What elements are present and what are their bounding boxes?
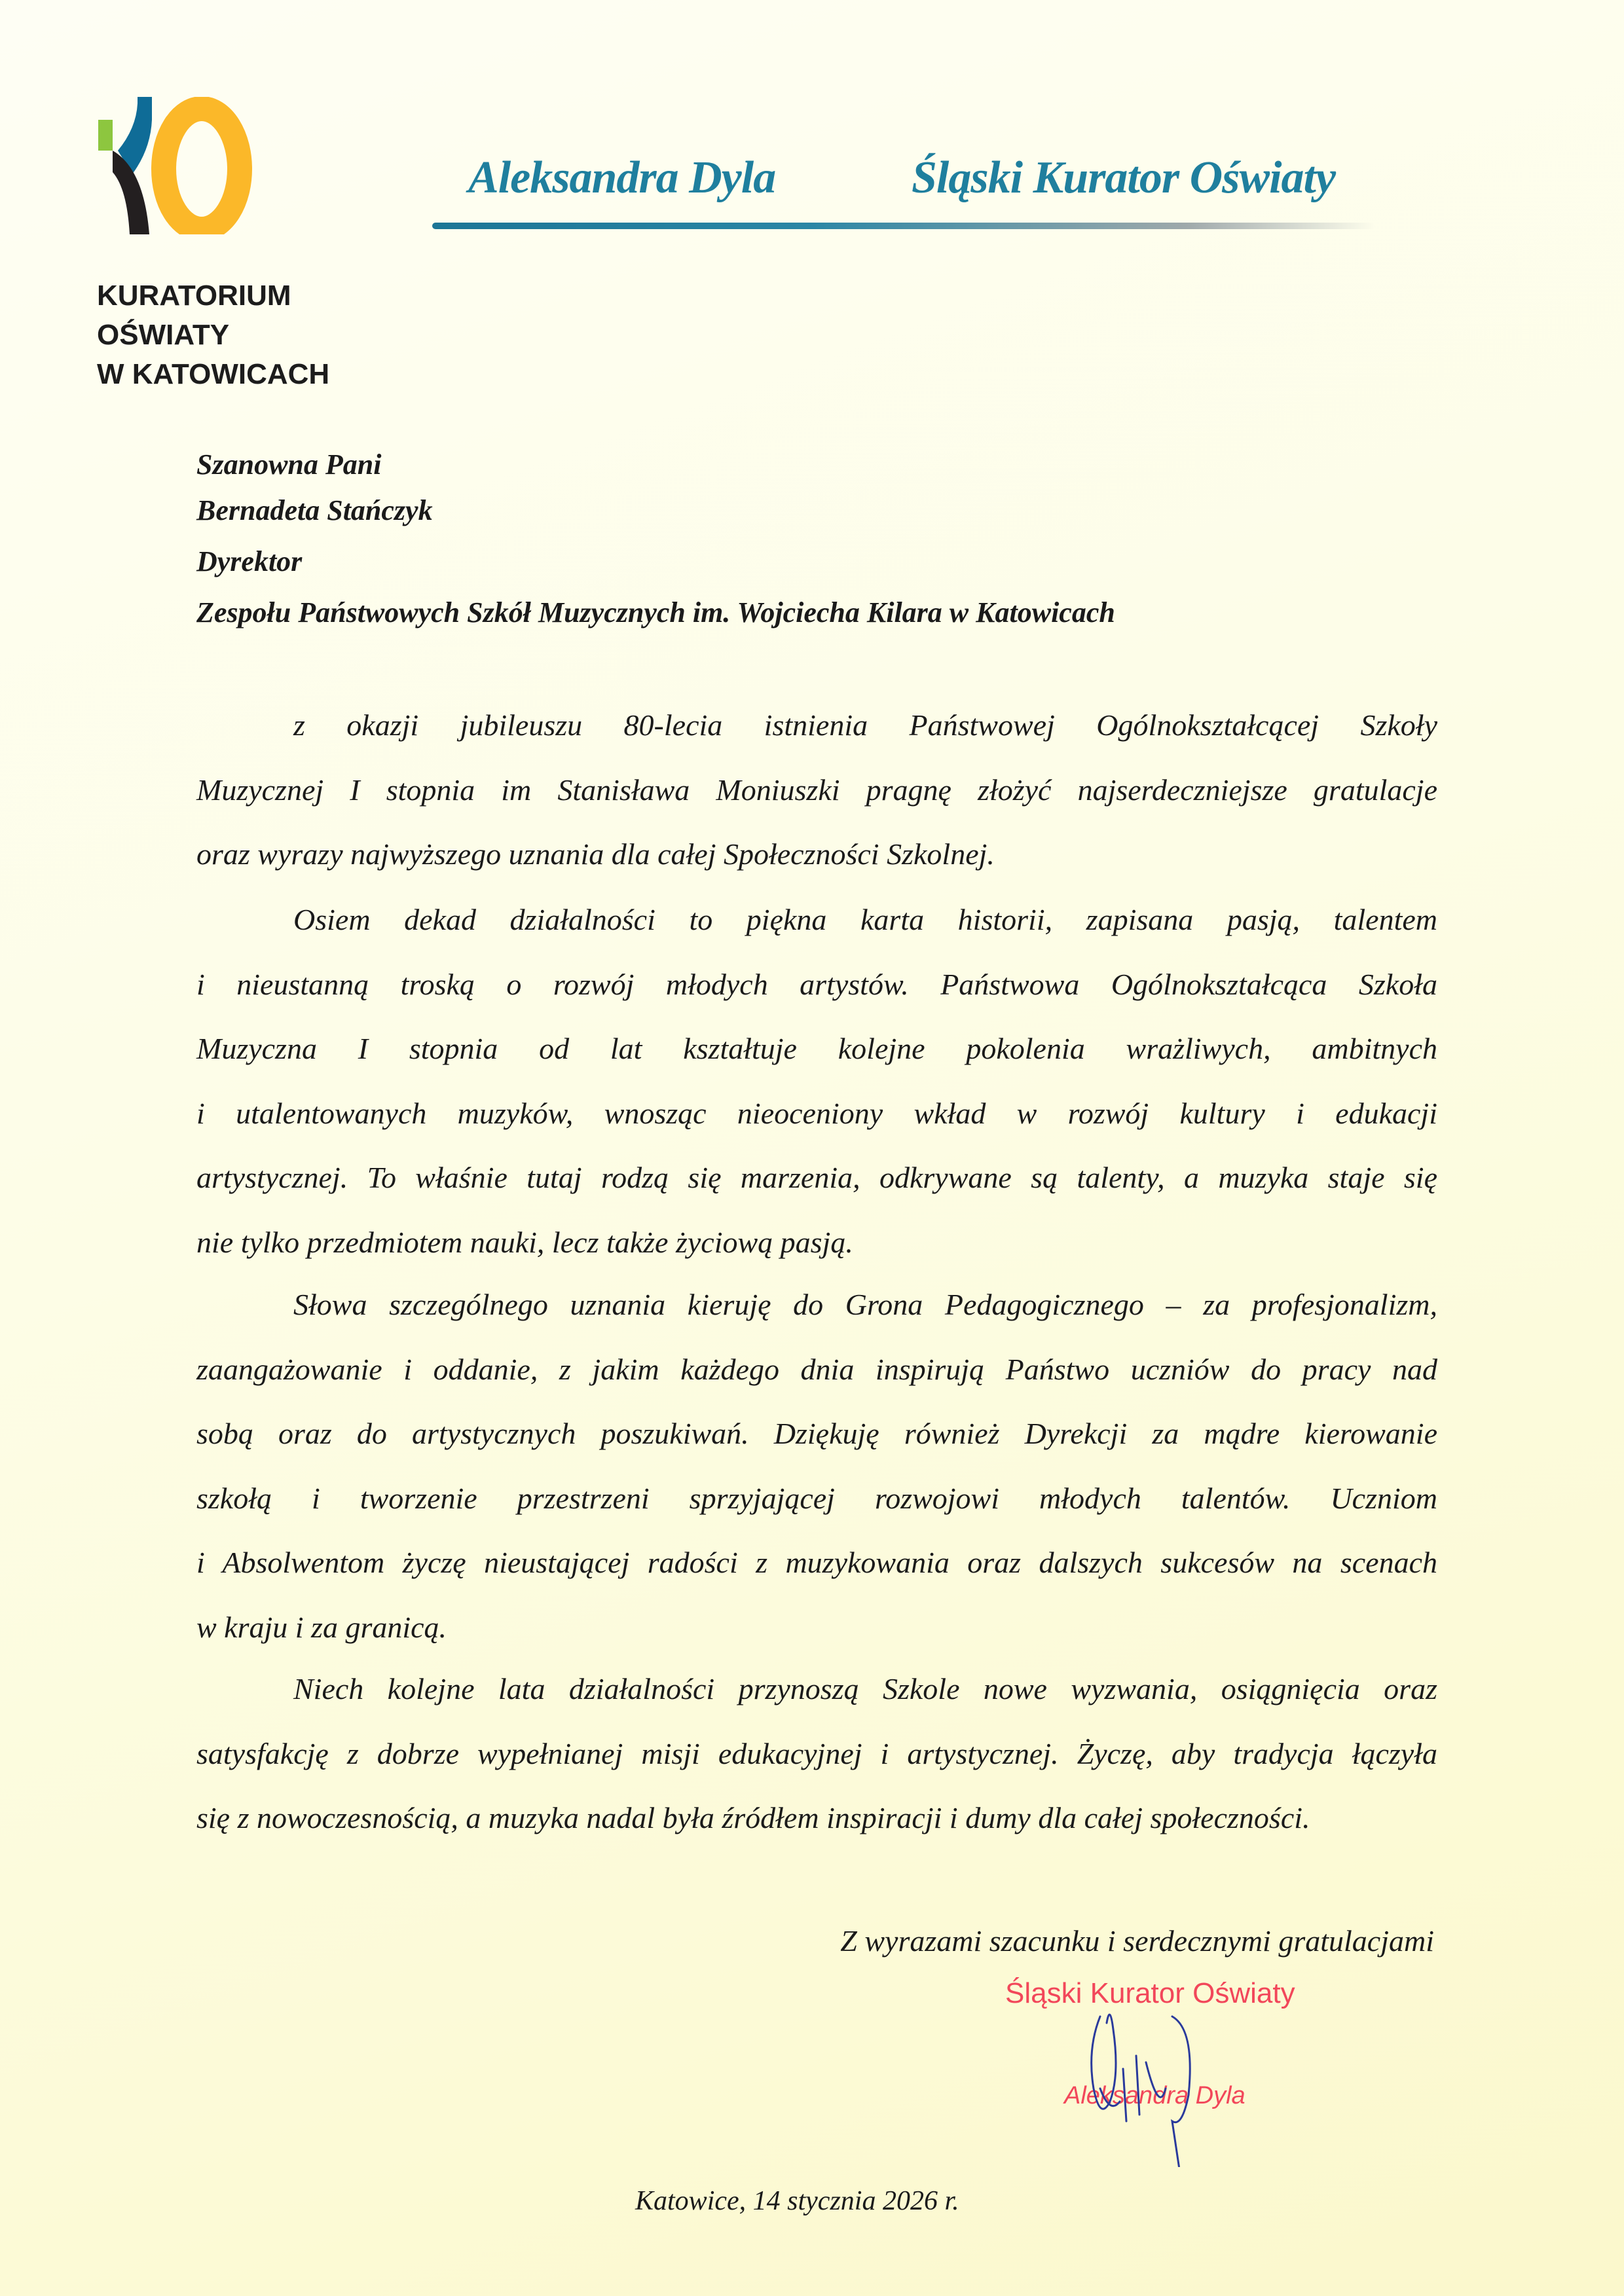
paragraph-line: z okazji jubileuszu 80-lecia istnienia Państwowej Ogólnokształcącej Szkoły (293, 708, 1437, 742)
kuratorium-logo (98, 97, 354, 234)
paragraph-line: Muzycznej I stopnia im Stanisława Moniuszki pragnę złożyć najserdeczniejsze gratulacje (196, 773, 1437, 807)
paragraph-line: oraz wyrazy najwyższego uznania dla całej Społeczności Szkolnej. (196, 837, 995, 871)
recipient-position: Dyrektor (196, 545, 303, 577)
salutation: Szanowna Pani (196, 448, 382, 481)
paragraph-line: w kraju i za granicą. (196, 1610, 447, 1644)
addressee-block (196, 446, 1441, 643)
org-line: OŚWIATY (97, 319, 230, 351)
paragraph-line: sobą oraz do artystycznych poszukiwań. Dziękuję również Dyrekcji za mądre kierowanie (196, 1417, 1437, 1450)
organization-name (97, 276, 329, 394)
closing-phrase: Z wyrazami szacunku i serdecznymi gratulacjami (840, 1924, 1434, 1958)
stamp-title: Śląski Kurator Oświaty (1005, 1977, 1295, 2009)
paragraph-line: Słowa szczególnego uznania kieruję do Grona Pedagogicznego – za profesjonalizm, (293, 1288, 1437, 1321)
handwritten-signature (1074, 1990, 1244, 2167)
paragraph-line: i utalentowanych muzyków, wnosząc nieoceniony wkład w rozwój kultury i edukacji (196, 1096, 1437, 1130)
logo-green-square (98, 120, 113, 151)
paragraph-line: szkołą i tworzenie przestrzeni sprzyjającej rozwojowi młodych talentów. Uczniom (196, 1481, 1437, 1515)
stamp-name: Aleksandra Dyla (1064, 2082, 1246, 2109)
paragraph-line: się z nowoczesnością, a muzyka nadal była źródłem inspiracji i dumy dla całej społeczności. (196, 1801, 1310, 1834)
recipient-institution: Zespołu Państwowych Szkół Muzycznych im. Wojciecha Kilara w Katowicach (196, 596, 1115, 629)
logo-yellow-ring (164, 109, 240, 229)
paragraph-line: nie tylko przedmiotem nauki, lecz także życiową pasją. (196, 1225, 853, 1259)
letter-date: Katowice, 14 stycznia 2026 r. (635, 2186, 959, 2216)
paragraph-line: Osiem dekad działalności to piękna karta historii, zapisana pasją, talentem (293, 903, 1437, 936)
paragraph-line: satysfakcję z dobrze wypełnianej misji edukacyjnej i artystycznej. Życzę, aby tradycja łączyła (196, 1736, 1437, 1770)
letterhead-title: Śląski Kurator Oświaty (912, 153, 1336, 203)
paragraph-line: i nieustanną troską o rozwój młodych artystów. Państwowa Ogólnokształcąca Szkoła (196, 967, 1437, 1001)
paragraph-line: i Absolwentom życzę nieustającej radości z muzykowania oraz dalszych sukcesów na scenach (196, 1546, 1437, 1579)
paragraph-line: Niech kolejne lata działalności przynoszą Szkole nowe wyzwania, osiągnięcia oraz (293, 1672, 1437, 1705)
recipient-name: Bernadeta Stańczyk (196, 494, 433, 526)
paragraph-line: Muzyczna I stopnia od lat kształtuje kolejne pokolenia wrażliwych, ambitnych (196, 1032, 1437, 1065)
letterhead-divider (432, 223, 1375, 229)
org-line: W KATOWICACH (97, 358, 330, 390)
paragraph-line: zaangażowanie i oddanie, z jakim każdego dnia inspirują Państwo uczniów do pracy nad (196, 1352, 1437, 1386)
letterhead-name: Aleksandra Dyla (468, 153, 776, 203)
paragraph-line: artystycznej. To właśnie tutaj rodzą się marzenia, odkrywane są talenty, a muzyka staje się (196, 1161, 1437, 1194)
org-line: KURATORIUM (97, 280, 291, 312)
